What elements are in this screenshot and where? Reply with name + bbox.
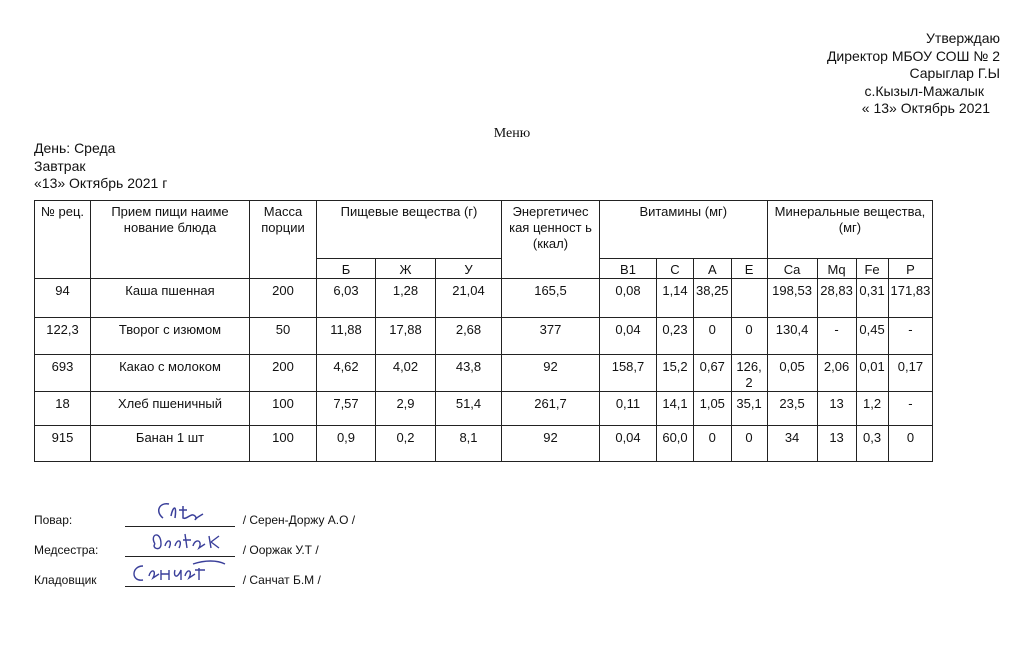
cell-dish: Хлеб пшеничный <box>91 392 250 426</box>
signature-line <box>125 512 235 527</box>
cell-p: 0 <box>888 426 933 462</box>
cell-zh: 17,88 <box>376 318 436 355</box>
meal-label: Завтрак <box>34 157 86 174</box>
cell-mq: 2,06 <box>817 355 856 392</box>
subheader-p: P <box>888 259 933 279</box>
signature-line <box>125 572 235 587</box>
signature-name: / Серен-Доржу А.О / <box>242 513 356 527</box>
cell-fe: 0,01 <box>856 355 888 392</box>
cell-b: 11,88 <box>317 318 376 355</box>
cell-fe: 0,31 <box>856 279 888 318</box>
subheader-ca: Ca <box>767 259 817 279</box>
cell-p: - <box>888 392 933 426</box>
cell-num: 122,3 <box>35 318 91 355</box>
cell-p: 0,17 <box>888 355 933 392</box>
cell-c: 14,1 <box>657 392 694 426</box>
cell-u: 8,1 <box>436 426 502 462</box>
cell-b1: 0,11 <box>600 392 657 426</box>
signature-role: Кладовщик <box>34 573 97 587</box>
signature-role: Медсестра: <box>34 543 99 557</box>
approval-line-2: Директор МБОУ СОШ № 2 <box>826 47 1000 64</box>
subheader-zh: Ж <box>376 259 436 279</box>
cell-a: 0 <box>694 318 732 355</box>
cell-fe: 0,3 <box>856 426 888 462</box>
subheader-u: У <box>436 259 502 279</box>
cell-ca: 0,05 <box>767 355 817 392</box>
cell-b1: 0,08 <box>600 279 657 318</box>
cell-dish: Банан 1 шт <box>91 426 250 462</box>
cell-e: 35,1 <box>731 392 767 426</box>
menu-info <box>34 140 167 193</box>
header-num: № рец. <box>35 201 91 279</box>
cell-fe: 1,2 <box>856 392 888 426</box>
cell-dish: Какао с молоком <box>91 355 250 392</box>
signature-row-storekeeper <box>34 572 321 587</box>
cell-dish: Творог с изюмом <box>91 318 250 355</box>
cell-ca: 130,4 <box>767 318 817 355</box>
header-energy: Энергетичес кая ценност ь (ккал) <box>502 201 600 279</box>
header-nutrients: Пищевые вещества (г) <box>317 201 502 259</box>
day-label: День: Среда <box>34 140 116 156</box>
cell-energy: 377 <box>502 318 600 355</box>
cell-e <box>731 279 767 318</box>
cell-mass: 50 <box>250 318 317 355</box>
cell-mq: 13 <box>817 392 856 426</box>
date-label: «13» Октябрь 2021 г <box>34 175 168 191</box>
cell-num: 18 <box>35 392 91 426</box>
cell-e: 126, 2 <box>731 355 767 392</box>
cell-zh: 1,28 <box>376 279 436 318</box>
cell-b: 0,9 <box>317 426 376 462</box>
cell-mq: - <box>817 318 856 355</box>
signature-name: / Санчат Б.М / <box>242 573 321 587</box>
cell-zh: 4,02 <box>376 355 436 392</box>
cell-a: 1,05 <box>694 392 732 426</box>
cell-energy: 92 <box>502 426 600 462</box>
subheader-e: E <box>731 259 767 279</box>
cell-c: 60,0 <box>657 426 694 462</box>
signature-row-nurse <box>34 542 319 557</box>
subheader-b: Б <box>317 259 376 279</box>
cell-b: 4,62 <box>317 355 376 392</box>
cell-b: 6,03 <box>317 279 376 318</box>
cell-p: 171,83 <box>888 279 933 318</box>
cell-mass: 200 <box>250 279 317 318</box>
approval-line-3: Сарыглар Г.Ы <box>909 65 1000 81</box>
cell-num: 693 <box>35 355 91 392</box>
subheader-a: A <box>694 259 732 279</box>
header-minerals: Минеральные вещества, (мг) <box>767 201 933 259</box>
cell-ca: 198,53 <box>767 279 817 318</box>
cell-u: 2,68 <box>436 318 502 355</box>
table-row <box>35 355 933 392</box>
cell-a: 0,67 <box>694 355 732 392</box>
cell-zh: 0,2 <box>376 426 436 462</box>
table-header-row <box>35 201 933 259</box>
approval-line-4: с.Кызыл-Мажалык <box>864 82 984 99</box>
menu-table <box>34 200 933 462</box>
cell-energy: 92 <box>502 355 600 392</box>
cell-mq: 28,83 <box>817 279 856 318</box>
cell-ca: 34 <box>767 426 817 462</box>
cell-b1: 0,04 <box>600 318 657 355</box>
approval-date: « 13» Октябрь 2021 <box>861 100 990 116</box>
cell-c: 0,23 <box>657 318 694 355</box>
cell-e: 0 <box>731 426 767 462</box>
signature-line <box>125 542 235 557</box>
cell-ca: 23,5 <box>767 392 817 426</box>
cell-u: 43,8 <box>436 355 502 392</box>
page-title: Меню <box>493 126 531 141</box>
table-row <box>35 279 933 318</box>
header-mass: Масса порции <box>250 201 317 279</box>
cell-dish: Каша пшенная <box>91 279 250 318</box>
cell-mass: 100 <box>250 426 317 462</box>
approval-line-1: Утверждаю <box>926 30 1000 46</box>
nurse-signature-icon <box>125 528 235 556</box>
approval-block <box>827 30 1000 118</box>
cell-p: - <box>888 318 933 355</box>
subheader-fe: Fe <box>856 259 888 279</box>
table-row <box>35 426 933 462</box>
signature-role: Повар: <box>34 513 73 527</box>
cell-zh: 2,9 <box>376 392 436 426</box>
cell-u: 21,04 <box>436 279 502 318</box>
header-dish: Прием пищи наиме нование блюда <box>91 201 250 279</box>
cell-fe: 0,45 <box>856 318 888 355</box>
table-row <box>35 318 933 355</box>
subheader-b1: B1 <box>600 259 657 279</box>
header-vitamins: Витамины (мг) <box>600 201 768 259</box>
subheader-mq: Mq <box>817 259 856 279</box>
cell-a: 0 <box>694 426 732 462</box>
cell-energy: 261,7 <box>502 392 600 426</box>
storekeeper-signature-icon <box>125 558 235 586</box>
cook-signature-icon <box>125 498 235 526</box>
cell-b1: 158,7 <box>600 355 657 392</box>
cell-u: 51,4 <box>436 392 502 426</box>
cell-e: 0 <box>731 318 767 355</box>
cell-mass: 200 <box>250 355 317 392</box>
cell-b1: 0,04 <box>600 426 657 462</box>
cell-b: 7,57 <box>317 392 376 426</box>
cell-num: 94 <box>35 279 91 318</box>
signature-row-cook <box>34 512 355 527</box>
table-row <box>35 392 933 426</box>
cell-c: 15,2 <box>657 355 694 392</box>
cell-a: 38,25 <box>694 279 732 318</box>
cell-num: 915 <box>35 426 91 462</box>
cell-mq: 13 <box>817 426 856 462</box>
cell-mass: 100 <box>250 392 317 426</box>
cell-c: 1,14 <box>657 279 694 318</box>
subheader-c: C <box>657 259 694 279</box>
signature-name: / Ооржак У.Т / <box>242 543 319 557</box>
cell-energy: 165,5 <box>502 279 600 318</box>
